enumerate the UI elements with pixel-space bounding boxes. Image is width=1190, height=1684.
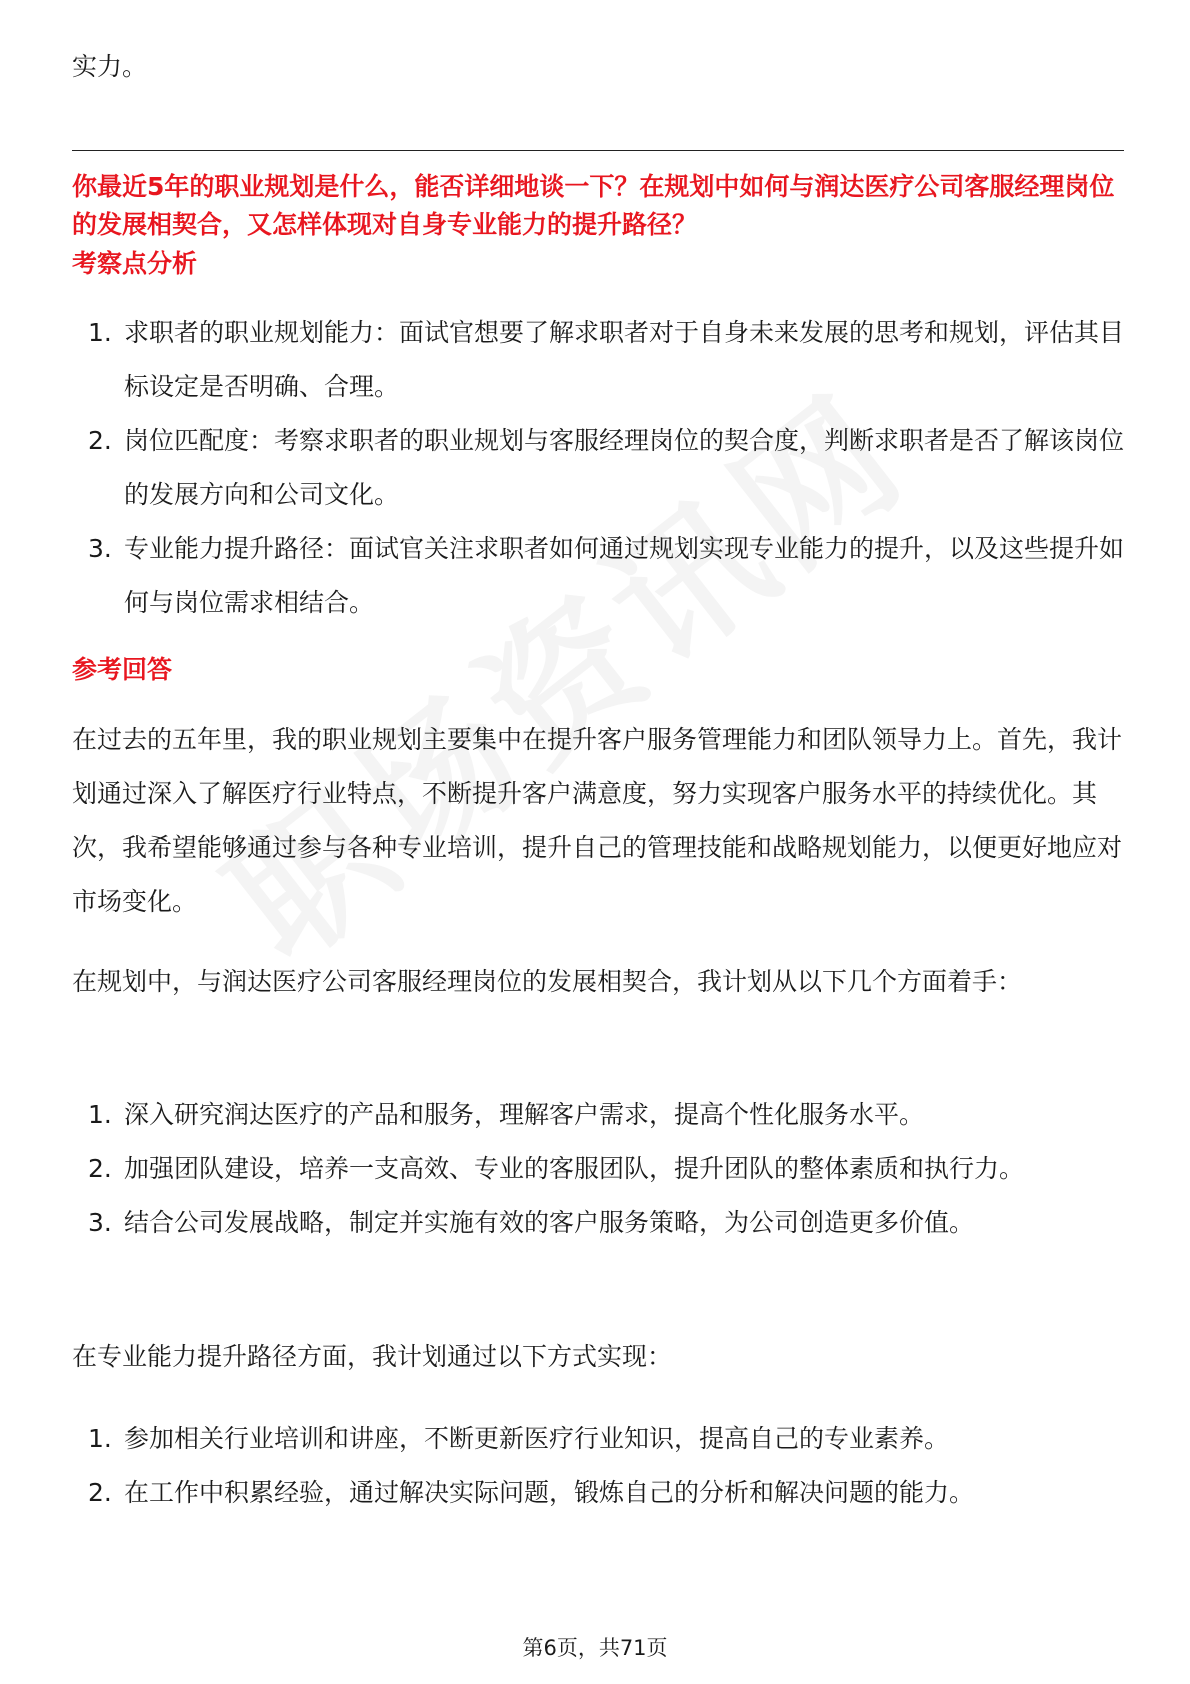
list-text: 加强团队建设，培养一支高效、专业的客服团队，提升团队的整体素质和执行力。 [124, 1154, 1025, 1183]
list-number: 3. [88, 1208, 112, 1237]
list-text: 在工作中积累经验，通过解决实际问题，锻炼自己的分析和解决问题的能力。 [124, 1478, 975, 1507]
list-item [72, 1196, 1124, 1250]
list-text: 求职者的职业规划能力：面试官想要了解求职者对于自身未来发展的思考和规划，评估其目标设定是否明确、合理。 [124, 318, 1125, 401]
list-number: 3. [88, 534, 112, 563]
answer-title: 参考回答 [72, 655, 173, 684]
answer-paragraph: 在规划中，与润达医疗公司客服经理岗位的发展相契合，我计划从以下几个方面着手： [72, 967, 1023, 996]
list-text: 专业能力提升路径：面试官关注求职者如何通过规划实现专业能力的提升，以及这些提升如何与岗位需求相结合。 [124, 534, 1125, 617]
list-text: 岗位匹配度：考察求职者的职业规划与客服经理岗位的契合度，判断求职者是否了解该岗位的发展方向和公司文化。 [124, 426, 1125, 509]
list-item [72, 1088, 1124, 1142]
list-text: 深入研究润达医疗的产品和服务，理解客户需求，提高个性化服务水平。 [124, 1100, 925, 1129]
list-number: 1. [88, 318, 112, 347]
list-text: 参加相关行业培训和讲座，不断更新医疗行业知识，提高自己的专业素养。 [124, 1424, 950, 1453]
section-divider [72, 150, 1124, 151]
intro-fragment: 实力。 [72, 52, 148, 81]
list-number: 2. [88, 1154, 112, 1183]
page-footer: 第6页，共71页 [522, 1636, 668, 1660]
analysis-title: 考察点分析 [72, 249, 198, 278]
answer-list-1 [72, 1088, 1124, 1250]
answer-list-2 [72, 1412, 1124, 1520]
list-number: 2. [88, 1478, 112, 1507]
list-item [72, 1412, 1124, 1466]
answer-paragraph: 在过去的五年里，我的职业规划主要集中在提升客户服务管理能力和团队领导力上。首先，我计划通过深入了解医疗行业特点，不断提升客户满意度，努力实现客户服务水平的持续优化。其次，我希望能够通过参与各种专业培训，提升自己的管理技能和战略规划能力，以便更好地应对市场变化。 [72, 725, 1123, 916]
list-item [72, 1142, 1124, 1196]
list-text: 结合公司发展战略，制定并实施有效的客户服务策略，为公司创造更多价值。 [124, 1208, 975, 1237]
question-heading: 你最近5年的职业规划是什么，能否详细地谈一下？在规划中如何与润达医疗公司客服经理岗位的发展相契合，又怎样体现对自身专业能力的提升路径？ [72, 172, 1115, 239]
list-item [72, 1466, 1124, 1520]
list-number: 2. [88, 426, 112, 455]
answer-paragraph: 在专业能力提升路径方面，我计划通过以下方式实现： [72, 1342, 673, 1371]
list-number: 1. [88, 1424, 112, 1453]
analysis-list [72, 306, 1124, 630]
list-item [72, 306, 1124, 414]
list-item [72, 522, 1124, 630]
list-item [72, 414, 1124, 522]
list-number: 1. [88, 1100, 112, 1129]
